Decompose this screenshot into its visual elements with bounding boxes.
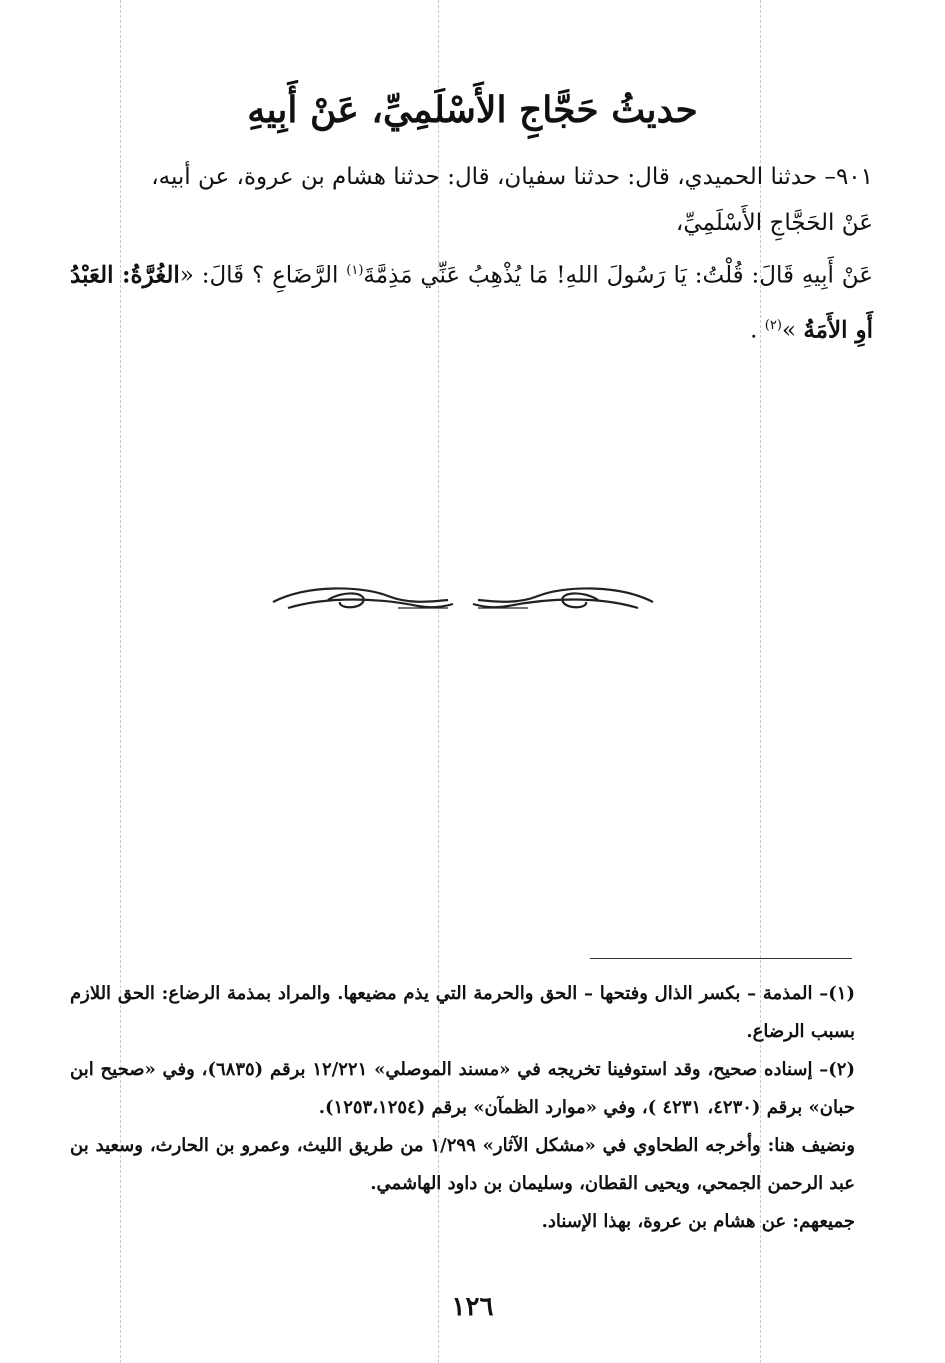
matn-continuation: الرَّضَاعِ ؟ قَالَ: « [179, 262, 347, 289]
answer-close: » [781, 317, 804, 344]
footnotes [70, 975, 855, 1241]
matn-text: عَنْ أَبِيهِ قَالَ: قُلْتُ: يَا رَسُولَ اللهِ! مَا يُذْهِبُ عَنِّي مَذِمَّةَ [363, 262, 873, 289]
hadith-isnad [70, 154, 873, 246]
prophet-answer: الغُرَّةُ: العَبْدُ أَوِ الأَمَةُ [70, 261, 873, 344]
ornament-divider [268, 578, 658, 622]
isnad-line-2: عَنْ الحَجَّاجِ الأَسْلَمِيِّ، [675, 210, 873, 236]
footnote-2-addition: ونضيف هنا: وأخرجه الطحاوي في «مشكل الآثار» ١/٢٩٩ من طريق الليث، وعمرو بن الحارث، وسعيد بن عبد الرحمن الجمحي، ويحيى القطان، وسليمان بن داود الهاشمي. [70, 1135, 855, 1194]
footnote-1: (١)– المذمة – بكسر الذال وفتحها – الحق والحرمة التي يذم مضيعها. والمراد بمذمة الرضاع: الحق اللازم بسبب الرضاع. [70, 983, 855, 1042]
page-number: ١٢٦ [451, 1292, 494, 1322]
footnote-separator [590, 958, 852, 959]
sentence-end: . [750, 317, 765, 344]
footnote-2: (٢)– إسناده صحيح، وقد استوفينا تخريجه في «مسند الموصلي» ١٢/٢٢١ برقم (٦٨٣٥)، وفي «صحيح ابن حبان» برقم (٤٢٣٠، ٤٢٣١ )، وفي «موارد الظمآن» برقم (١٢٥٣،١٢٥٤). [70, 1059, 855, 1118]
section-title: حديثُ حَجَّاجِ الأَسْلَمِيِّ، عَنْ أَبِيهِ [247, 89, 698, 131]
hadith-matn [70, 246, 873, 355]
footnote-ref-2: (٢) [764, 317, 782, 333]
footnote-ref-1: (١) [346, 263, 364, 278]
footnote-2-conclusion: جميعهم: عن هشام بن عروة، بهذا الإسناد. [541, 1211, 855, 1232]
isnad-line-1: ٩٠١– حدثنا الحميدي، قال: حدثنا سفيان، قال: حدثنا هشام بن عروة، عن أبيه، [151, 164, 873, 190]
